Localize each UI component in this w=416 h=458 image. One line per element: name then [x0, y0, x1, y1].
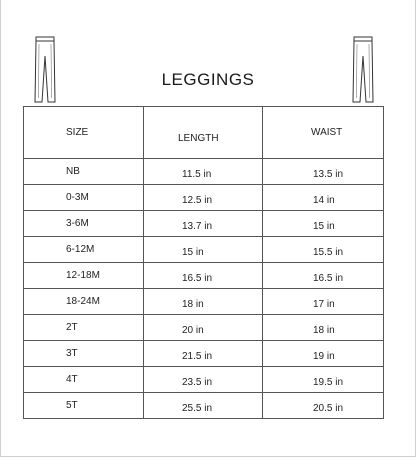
size-cell — [24, 237, 144, 263]
waist-cell — [263, 211, 384, 237]
size-cell — [24, 185, 144, 211]
size-cell — [24, 289, 144, 315]
size-cell — [24, 393, 144, 419]
length-cell — [144, 211, 263, 237]
waist-cell-text: 20.5 in — [313, 403, 344, 414]
table-row — [24, 185, 384, 211]
size-cell-text: 2T — [66, 322, 78, 333]
length-cell — [144, 185, 263, 211]
length-cell-text: 23.5 in — [182, 377, 213, 388]
waist-cell — [263, 289, 384, 315]
length-cell-text: 12.5 in — [182, 195, 213, 206]
length-cell-text: 11.5 in — [182, 169, 212, 180]
size-chart-table — [23, 106, 384, 419]
size-cell-text: 6-12M — [66, 244, 95, 255]
length-cell-text: 25.5 in — [182, 403, 213, 414]
waist-cell-text: 18 in — [313, 325, 335, 336]
size-cell — [24, 367, 144, 393]
length-cell — [144, 289, 263, 315]
length-cell — [144, 367, 263, 393]
length-cell-text: 15 in — [182, 247, 204, 258]
length-cell — [144, 341, 263, 367]
table-row — [24, 367, 384, 393]
length-cell — [144, 263, 263, 289]
length-cell — [144, 159, 263, 185]
size-cell-text: 4T — [66, 374, 78, 385]
length-cell-text: 13.7 in — [182, 221, 213, 232]
waist-cell-text: 19 in — [313, 351, 335, 362]
waist-cell — [263, 393, 384, 419]
table-row — [24, 289, 384, 315]
table-row — [24, 237, 384, 263]
table-row — [24, 393, 384, 419]
table-header-row — [24, 107, 384, 159]
waist-cell — [263, 315, 384, 341]
size-cell — [24, 315, 144, 341]
length-cell — [144, 315, 263, 341]
length-cell-text: 16.5 in — [182, 273, 213, 284]
size-cell — [24, 263, 144, 289]
length-cell-text: 21.5 in — [182, 351, 213, 362]
waist-cell-text: 16.5 in — [313, 273, 344, 284]
waist-cell-text: 13.5 in — [313, 169, 344, 180]
column-header-size: SIZE — [24, 107, 144, 159]
waist-cell — [263, 185, 384, 211]
size-cell — [24, 211, 144, 237]
waist-cell-text: 19.5 in — [313, 377, 344, 388]
table-row — [24, 341, 384, 367]
table-row — [24, 263, 384, 289]
waist-cell — [263, 263, 384, 289]
length-cell-text: 18 in — [182, 299, 204, 310]
table-row — [24, 211, 384, 237]
size-cell — [24, 159, 144, 185]
table-row — [24, 159, 384, 185]
waist-cell — [263, 159, 384, 185]
waist-cell-text: 14 in — [313, 195, 335, 206]
size-cell-text: 3T — [66, 348, 78, 359]
size-cell-text: NB — [66, 166, 80, 177]
size-cell-text: 3-6M — [66, 218, 89, 229]
waist-cell — [263, 341, 384, 367]
size-cell-text: 18-24M — [66, 296, 100, 307]
waist-cell-text: 15 in — [313, 221, 335, 232]
length-cell — [144, 237, 263, 263]
size-cell — [24, 341, 144, 367]
waist-cell-text: 17 in — [313, 299, 335, 310]
size-cell-text: 12-18M — [66, 270, 100, 281]
column-header-waist: WAIST — [263, 107, 384, 159]
length-cell-text: 20 in — [182, 325, 204, 336]
waist-cell — [263, 367, 384, 393]
waist-cell-text: 15.5 in — [313, 247, 344, 258]
waist-cell — [263, 237, 384, 263]
size-cell-text: 0-3M — [66, 192, 89, 203]
size-cell-text: 5T — [66, 400, 78, 411]
length-cell — [144, 393, 263, 419]
column-header-length: LENGTH — [144, 107, 263, 159]
page-title: LEGGINGS — [161, 70, 255, 89]
table-row — [24, 315, 384, 341]
